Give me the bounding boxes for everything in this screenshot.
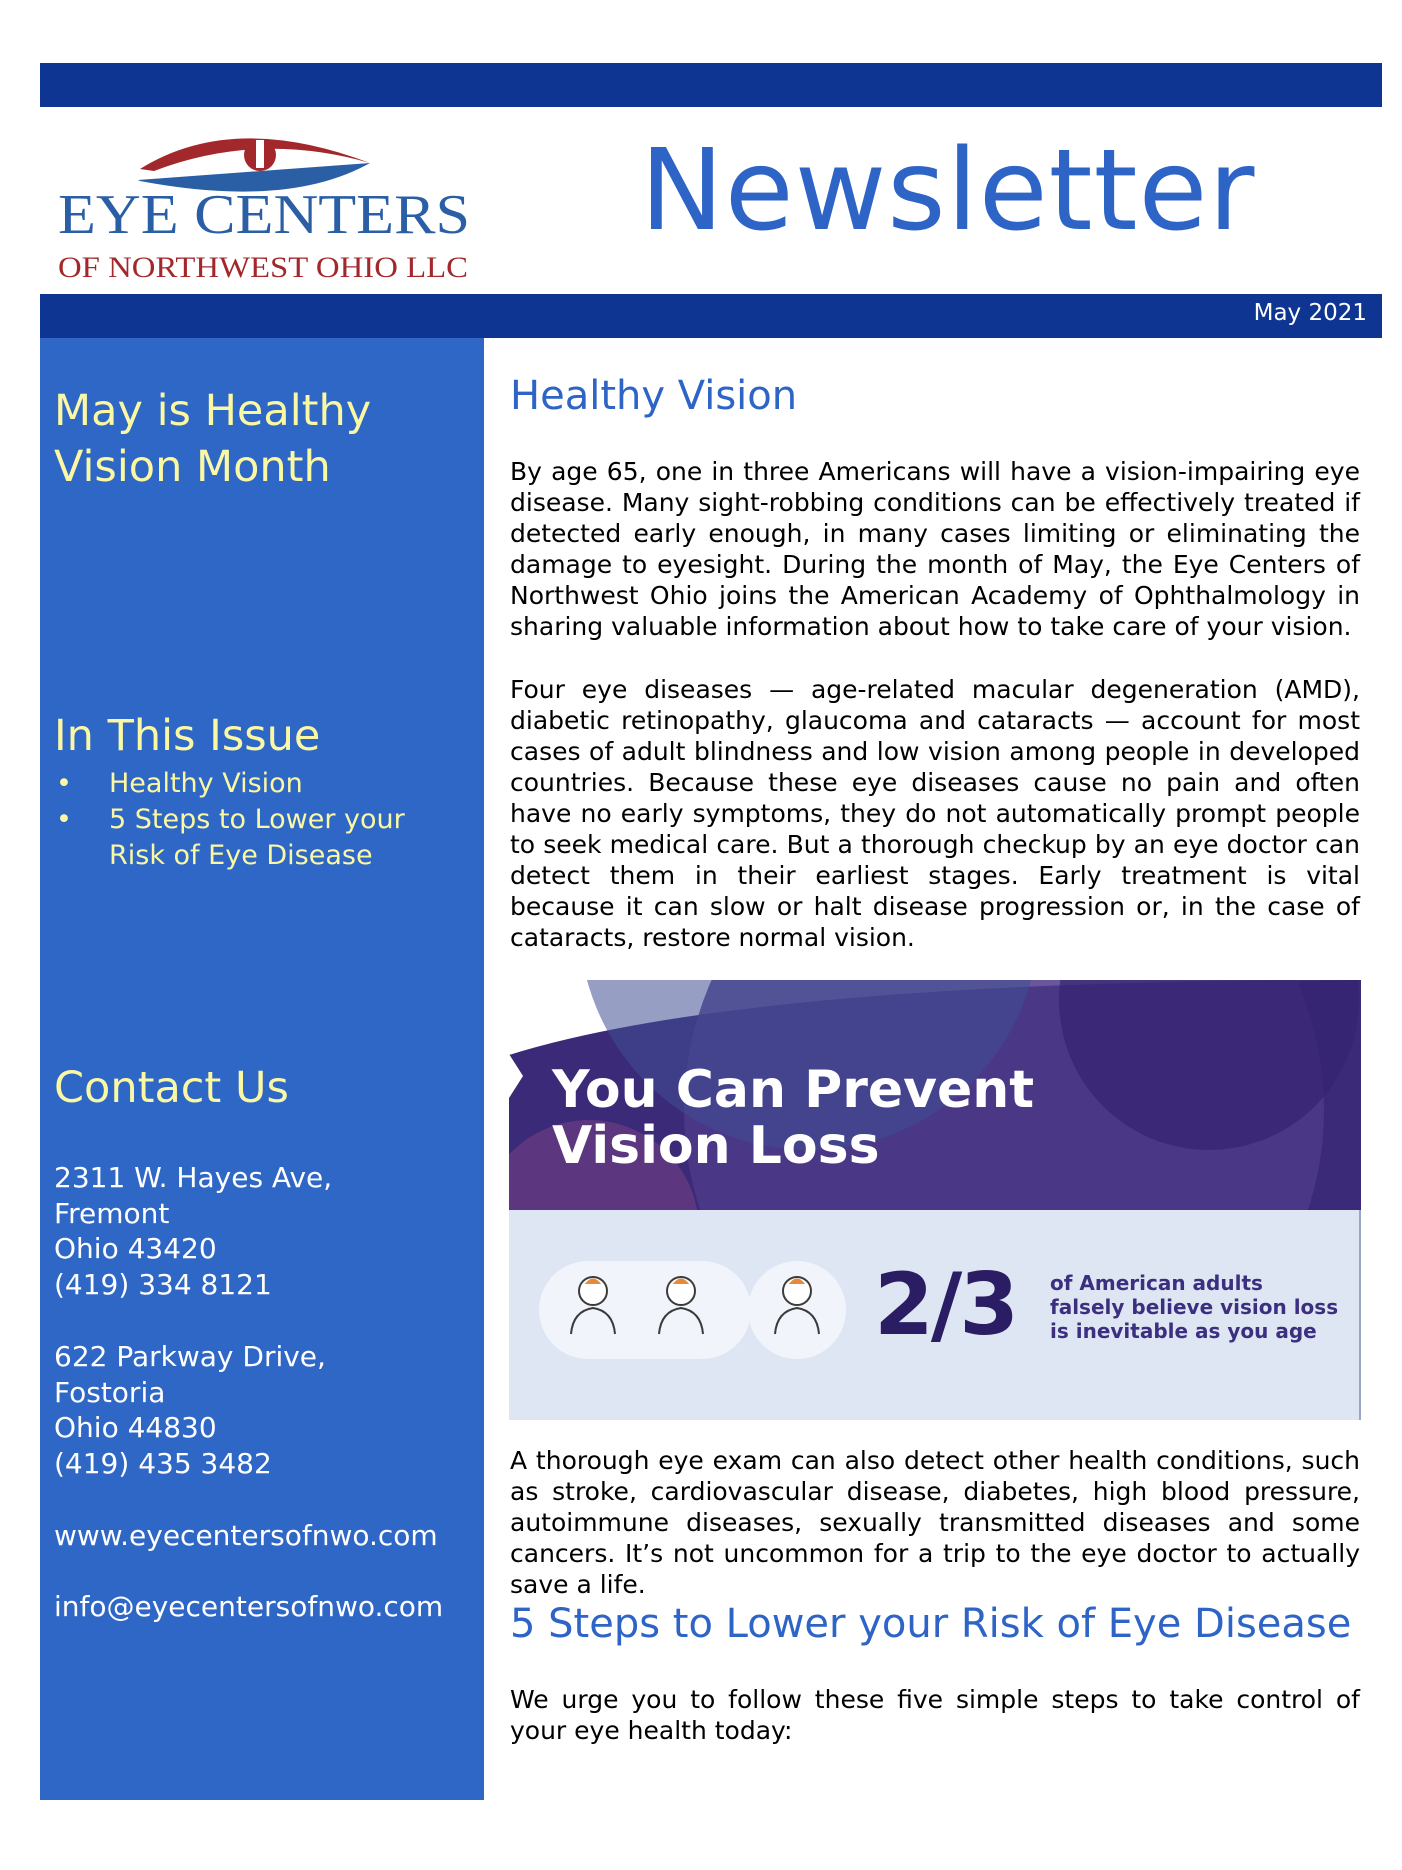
top-banner: [40, 63, 1382, 107]
infographic-title-line: Vision Loss: [552, 1116, 880, 1176]
headline-line: May is Healthy: [54, 386, 372, 436]
bullet: •: [56, 804, 72, 835]
issue-list: [54, 766, 474, 874]
issue-item-label: Risk of Eye Disease: [109, 840, 373, 871]
email-link[interactable]: info@eyecentersofnwo.com: [54, 1590, 444, 1623]
issue-item-five-steps[interactable]: [54, 802, 474, 874]
statistic-fraction: 2/3: [874, 1255, 1017, 1355]
vision-loss-infographic: [509, 980, 1361, 1420]
issue-item-label: Healthy Vision: [109, 768, 303, 799]
issue-item-label: 5 Steps to Lower your: [109, 804, 405, 835]
phone-number[interactable]: (419) 435 3482: [54, 1446, 272, 1480]
in-this-issue-heading: In This Issue: [54, 711, 321, 761]
paragraph: We urge you to follow these five simple steps to take control of your eye health today:: [510, 1685, 1360, 1745]
caption-line: of American adults: [1050, 1271, 1263, 1295]
address-fremont: [54, 1160, 332, 1302]
section-heading-five-steps: 5 Steps to Lower your Risk of Eye Disease: [510, 1601, 1352, 1647]
infographic-title-line: You Can Prevent: [552, 1060, 1035, 1120]
logo-subtitle: OF NORTHWEST OHIO LLC: [58, 251, 468, 284]
address-line: Ohio 43420: [54, 1232, 217, 1265]
address-fostoria: [54, 1339, 326, 1481]
infographic-title: [552, 1062, 1034, 1174]
eye-centers-logo: [58, 117, 478, 291]
address-line: Fremont: [54, 1196, 170, 1230]
date-banner: [40, 294, 1382, 338]
newsletter-title: Newsletter: [640, 126, 1256, 256]
paragraph: Four eye diseases — age-related macular degeneration (AMD), diabetic retinopathy, glaucoma and cataracts — account for most cases of adult blindness and low vision among people in developed countries. Because these eye diseases cause no pain and often have no early symptoms, they do not automatically prompt people to seek medical care. But a thorough checkup by an eye doctor can detect them in their earliest stages. Early treatment is vital because it can slow or halt disease progression or, in the case of cataracts, restore normal vision.: [510, 675, 1360, 952]
section-heading-healthy-vision: Healthy Vision: [510, 373, 798, 419]
address-line: 622 Parkway Drive,: [54, 1340, 326, 1373]
caption-line: is inevitable as you age: [1050, 1319, 1317, 1343]
address-line: Ohio 44830: [54, 1411, 217, 1444]
phone-number[interactable]: (419) 334 8121: [54, 1267, 272, 1301]
caption-line: falsely believe vision loss: [1050, 1295, 1339, 1319]
logo-name: EYE CENTERS: [58, 184, 470, 246]
address-line: Fostoria: [54, 1375, 166, 1409]
sidebar: [40, 338, 484, 1800]
address-line: 2311 W. Hayes Ave,: [54, 1161, 333, 1194]
paragraph: By age 65, one in three Americans will have a vision-impairing eye disease. Many sight-robbing conditions can be effectively treated if detected early enough, in many cases limiting or eliminating the damage to eyesight. During the month of May, the Eye Centers of Northwest Ohio joins the American Academy of Ophthalmology in sharing valuable information about how to take care of your vision.: [510, 457, 1360, 641]
issue-item-healthy-vision[interactable]: [54, 766, 474, 802]
paragraph: A thorough eye exam can also detect other health conditions, such as stroke, cardiovascular disease, diabetes, high blood pressure, autoimmune diseases, sexually transmitted diseases and some cancers. It’s not uncommon for a trip to the eye doctor to actually save a life.: [510, 1446, 1360, 1599]
contact-us-heading: Contact Us: [54, 1063, 289, 1113]
website-link[interactable]: www.eyecentersofnwo.com: [54, 1519, 438, 1552]
headline-line: Vision Month: [54, 442, 331, 492]
issue-date: May 2021: [1253, 300, 1367, 326]
sidebar-headline: [54, 383, 371, 495]
bullet: •: [56, 768, 72, 799]
statistic-caption: [1050, 1271, 1350, 1343]
